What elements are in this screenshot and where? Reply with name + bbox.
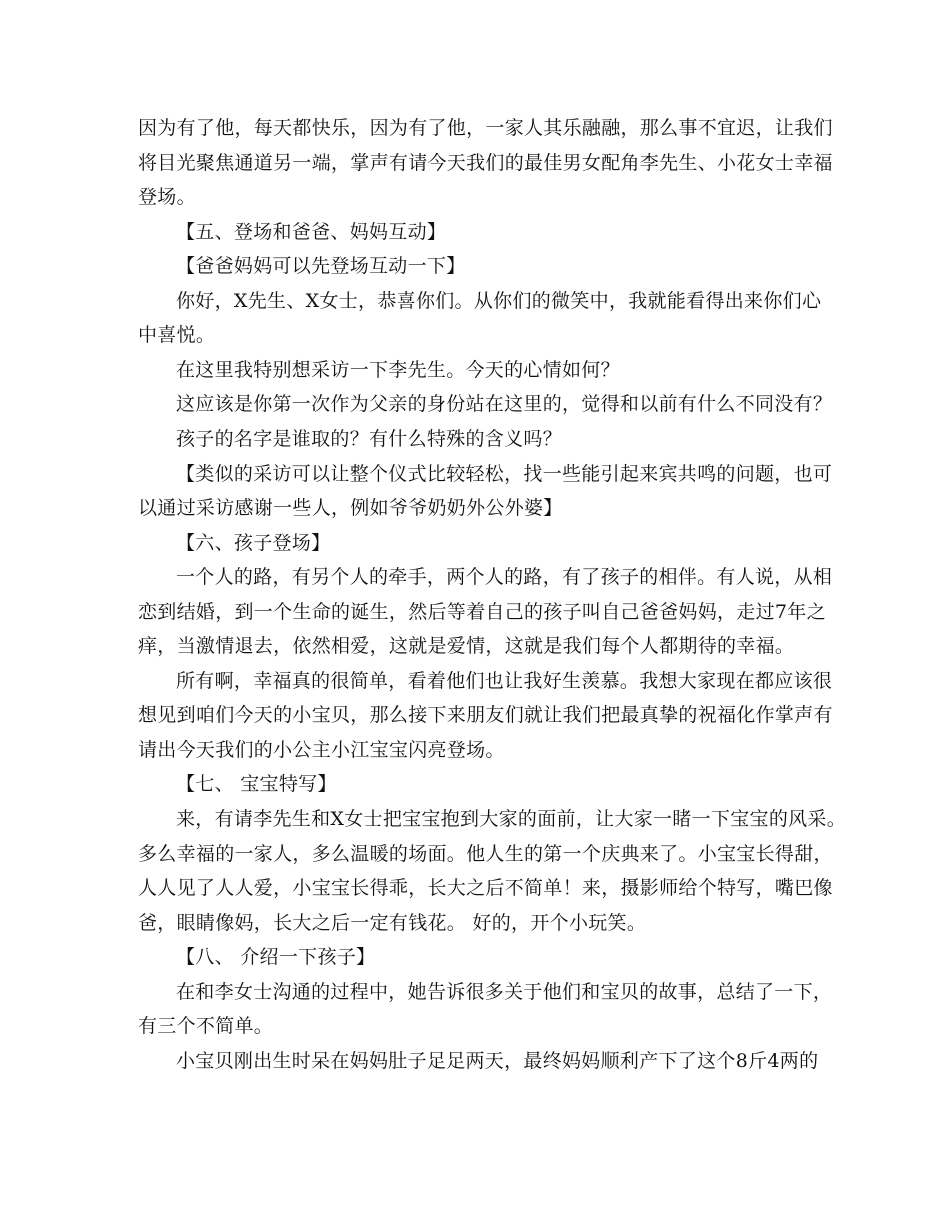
paragraph-line: 多么幸福的一家人，多么温暖的场面。他人生的第一个庆典来了。小宝宝长得甜， [138,843,833,865]
paragraph-line: 痒，当激情退去，依然相爱，这就是爱情，这就是我们每个人都期待的幸福。 [138,635,795,657]
paragraph-first-line: 来，有请李先生和X女士把宝宝抱到大家的面前，让大家一睹一下宝宝的风采。 [176,808,847,830]
paragraph-first-line: 所有啊，幸福真的很简单，看着他们也让我好生羡慕。我想大家现在都应该很 [176,670,833,692]
paragraph-line: 登场。 [138,186,196,208]
paragraph-first-line: 一个人的路，有另个人的牵手，两个人的路，有了孩子的相伴。有人说，从相 [176,566,833,588]
paragraph-first-line: 【类似的采访可以让整个仪式比较轻松，找一些能引起来宾共鸣的问题，也可 [176,463,833,485]
paragraph-first-line: 【八、 介绍一下孩子】 [176,946,376,968]
paragraph-line: 以通过采访感谢一些人，例如爷爷奶奶外公外婆】 [138,497,563,519]
paragraph-first-line: 【六、孩子登场】 [176,532,331,554]
paragraph-first-line: 这应该是你第一次作为父亲的身份站在这里的，觉得和以前有什么不同没有？ [176,393,833,415]
paragraph-line: 中喜悦。 [138,324,216,346]
paragraph-line: 请出今天我们的小公主小江宝宝闪亮登场。 [138,739,505,761]
paragraph-first-line: 在这里我特别想采访一下李先生。今天的心情如何？ [176,359,620,381]
paragraph-first-line: 孩子的名字是谁取的？有什么特殊的含义吗？ [176,428,563,450]
paragraph-first-line: 【五、登场和爸爸、妈妈互动】 [176,221,447,243]
paragraph-first-line: 在和李女士沟通的过程中，她告诉很多关于他们和宝贝的故事，总结了一下， [176,981,833,1003]
paragraph-first-line: 【七、 宝宝特写】 [176,773,337,795]
paragraph-line: 有三个不简单。 [138,1015,274,1037]
paragraph-first-line: 你好，X先生、X女士，恭喜你们。从你们的微笑中，我就能看得出来你们心 [176,290,822,312]
paragraph-line: 人人见了人人爱，小宝宝长得乖，长大之后不简单！来，摄影师给个特写，嘴巴像 [138,877,833,899]
paragraph-line: 爸，眼睛像妈，长大之后一定有钱花。 好的，开个小玩笑。 [138,912,647,934]
paragraph-line: 想见到咱们今天的小宝贝，那么接下来朋友们就让我们把最真挚的祝福化作掌声有 [138,704,833,726]
paragraph-line: 因为有了他，每天都快乐，因为有了他，一家人其乐融融，那么事不宜迟，让我们 [138,117,833,139]
paragraph-first-line: 小宝贝刚出生时呆在妈妈肚子足足两天，最终妈妈顺利产下了这个8斤4两的 [176,1050,819,1072]
paragraph-line: 恋到结婚，到一个生命的诞生，然后等着自己的孩子叫自己爸爸妈妈，走过7年之 [138,601,826,623]
paragraph-first-line: 【爸爸妈妈可以先登场互动一下】 [176,255,466,277]
paragraph-line: 将目光聚焦通道另一端，掌声有请今天我们的最佳男女配角李先生、小花女士幸福 [138,152,833,174]
